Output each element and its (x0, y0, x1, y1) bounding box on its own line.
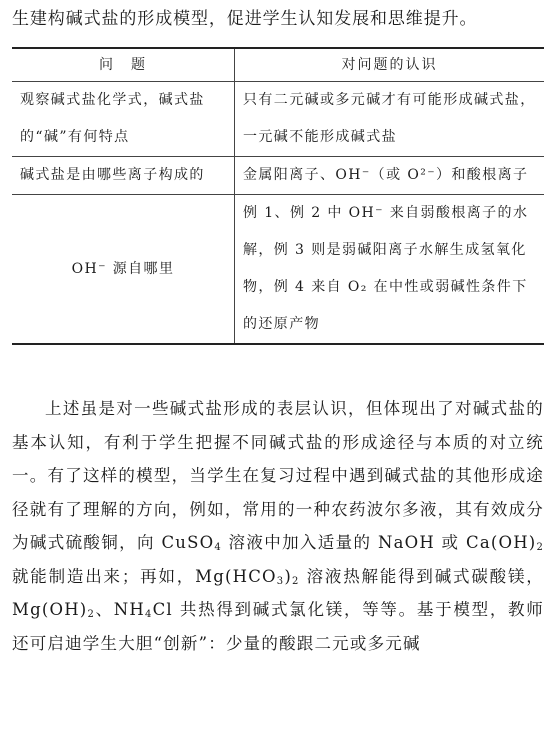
cuso4-formula: CuSO (161, 533, 215, 552)
caoh2-subscript: 2 (536, 542, 545, 553)
body-paragraph (12, 392, 544, 660)
cuso4-subscript: 4 (214, 542, 222, 553)
para-text-4: ) (284, 566, 292, 586)
row3-answer (235, 195, 545, 345)
row1-question (12, 82, 235, 157)
row2-question-text: 碱式盐是由哪些离子构成的 (20, 167, 205, 183)
header-question: 问 题 (12, 48, 235, 82)
para-text-6: 、NH (95, 600, 146, 619)
para-text-3: 就能制造出来；再如，Mg(HCO (12, 566, 277, 586)
mghco3-subscript-1: 3 (276, 575, 285, 587)
summary-table (12, 47, 544, 345)
row1-question-text: 观察碱式盐化学式，碱式盐的“碱”有何特点 (20, 92, 205, 145)
row2-answer (235, 157, 545, 195)
mgoh2-subscript: 2 (87, 609, 96, 620)
para-text-7: Cl 共热得到碱式氯化镁，等等。基于模型，教师还可启迪学生大胆“创新”：少量的酸跟二元或多元碱 (12, 600, 544, 653)
para-text-5: 溶液热解能得到碱式碳酸镁，Mg(OH) (12, 566, 544, 619)
mghco3-subscript-2: 2 (291, 575, 300, 587)
row1-answer (235, 82, 545, 157)
row2-answer-text: 金属阳离子、OH⁻（或 O²⁻）和酸根离子 (243, 167, 529, 183)
intro-line: 生建构碱式盐的形成模型，促进学生认知发展和思维提升。 (12, 9, 478, 29)
row2-question (12, 157, 235, 195)
table-row (12, 82, 544, 157)
row3-answer-text: 例 1、例 2 中 OH⁻ 来自弱酸根离子的水解，例 3 则是弱碱阳离子水解生成氢氧化物，例 4 来自 O₂ 在中性或弱碱性条件下的还原产物 (243, 205, 529, 332)
nh4-subscript: 4 (145, 609, 153, 620)
table-row (12, 157, 544, 195)
para-text-1: 上述虽是对一些碱式盐形成的表层认识，但体现出了对碱式盐的基本认知，有利于学生把握不同碱式盐的形成途径与本质的对立统一。有了这样的模型，当学生在复习过程中遇到碱式盐的其他形成途径就有了理解的方向，例如，常用的一种农药波尔多液，其有效成分为碱式硫酸铜，向 (12, 399, 544, 552)
row1-answer-text: 只有二元碱或多元碱才有可能形成碱式盐，一元碱不能形成碱式盐 (243, 92, 536, 145)
table-row (12, 195, 544, 345)
row3-question-text: OH⁻ 源自哪里 (71, 260, 175, 277)
header-understanding: 对问题的认识 (235, 48, 545, 82)
row3-question (12, 195, 235, 345)
para-text-2: 溶液中加入适量的 NaOH 或 Ca(OH) (221, 533, 537, 552)
table-header-row (12, 48, 544, 82)
